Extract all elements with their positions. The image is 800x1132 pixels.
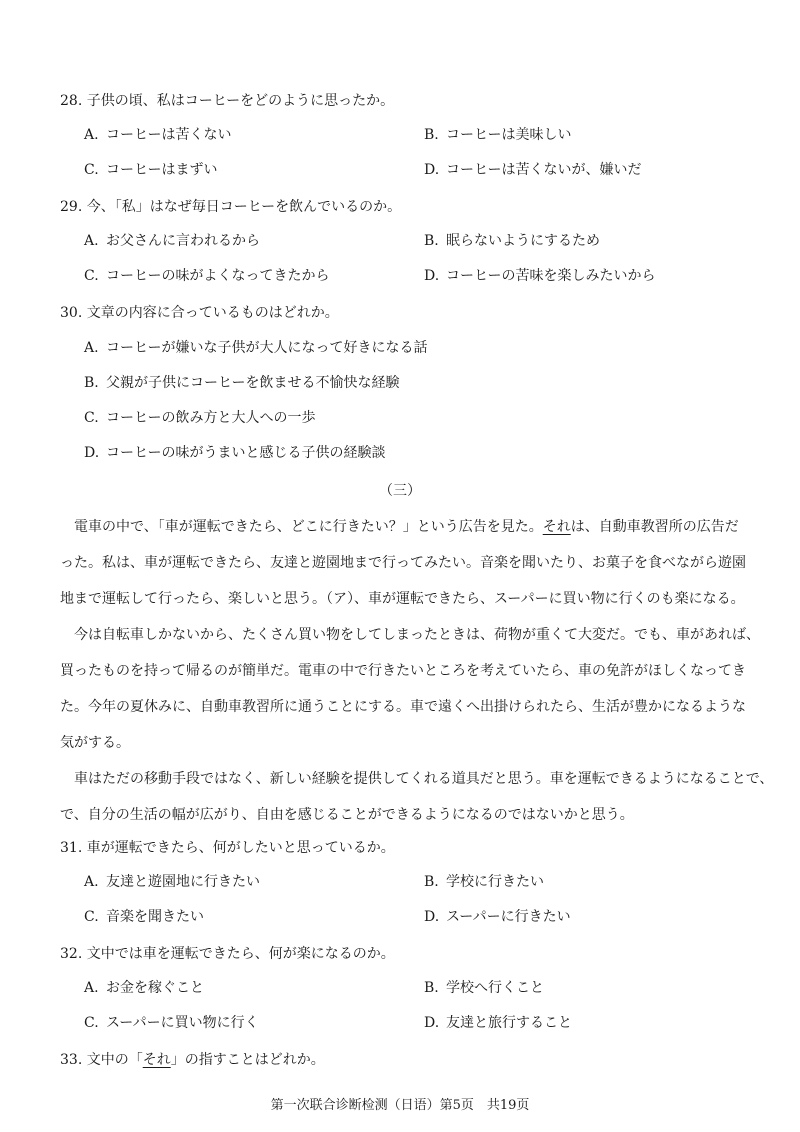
passage-text: 電車の中で、「車が運転できたら、どこに行きたい？」という広告を見た。 [74, 519, 543, 535]
passage-line-7: 気がする。 [60, 735, 130, 751]
option-letter: B. [424, 127, 439, 143]
option-text: コーヒーは苦くない [106, 127, 232, 143]
passage-text: は、自動車教習所の広告だ [570, 519, 739, 535]
passage-line-1 [74, 516, 764, 536]
option-text: 父親が子供にコーヒーを飲ませる不愉快な経験 [106, 375, 400, 391]
option-28-d [424, 159, 641, 179]
option-32-c [84, 1012, 259, 1032]
option-text: コーヒーはまずい [106, 162, 218, 178]
page-footer: 第一次联合诊断检测（日语）第5页 共19页 [270, 1098, 530, 1113]
option-text: スーパーに行きたい [446, 909, 571, 925]
option-letter: C. [84, 1015, 99, 1031]
option-32-b [424, 977, 544, 997]
option-letter: B. [424, 874, 439, 890]
passage-line-8: 車はただの移動手段ではなく、新しい経験を提供してくれる道具だと思う。車を運転できるようになることで、 [74, 771, 774, 787]
question-32: 32. 文中では車を運転できたら、何が楽になるのか。 [60, 946, 395, 962]
passage-line-6: た。今年の夏休みに、自動車教習所に通うことにする。車で遠くへ出掛けられたら、生活が豊かになるような [60, 699, 746, 715]
option-28-c [84, 159, 217, 179]
option-text: コーヒーの飲み方と大人への一歩 [106, 410, 316, 426]
option-30-c [84, 407, 315, 427]
option-28-b [424, 124, 571, 144]
option-text: お金を稼ぐこと [106, 980, 204, 996]
underlined-word: それ [542, 519, 571, 535]
question-33 [60, 1049, 325, 1069]
option-31-b [424, 871, 544, 891]
passage-line-3: 地まで運転して行ったら、楽しいと思う。（ア）、車が運転できたら、スーパーに買い物に行くのも楽になる。 [60, 591, 745, 607]
option-text: 学校に行きたい [446, 874, 544, 890]
option-text: スーパーに買い物に行く [106, 1015, 259, 1031]
option-30-d [84, 442, 385, 462]
underlined-word: それ [142, 1052, 171, 1068]
option-text: 友達と旅行すること [446, 1015, 572, 1031]
option-30-a [84, 337, 427, 357]
option-text: 眠らないようにするため [446, 233, 600, 249]
option-32-d [424, 1012, 572, 1032]
option-letter: C. [84, 909, 99, 925]
option-text: 学校へ行くこと [446, 980, 544, 996]
option-letter: A. [84, 980, 99, 996]
question-31: 31. 車が運転できたら、何がしたいと思っているか。 [60, 840, 395, 856]
question-29: 29. 今、「私」はなぜ毎日コーヒーを飲んでいるのか。 [60, 199, 402, 215]
option-letter: B. [424, 980, 439, 996]
option-letter: D. [424, 909, 440, 925]
question-30: 30. 文章の内容に合っているものはどれか。 [60, 305, 339, 321]
option-letter: D. [84, 445, 100, 461]
option-29-c [84, 265, 329, 285]
option-text: コーヒーは美味しい [446, 127, 572, 143]
option-29-a [84, 230, 260, 250]
option-text: コーヒーの味がよくなってきたから [106, 268, 330, 284]
option-text: お父さんに言われるから [106, 233, 260, 249]
option-letter: A. [84, 233, 99, 249]
option-letter: C. [84, 162, 99, 178]
option-31-d [424, 906, 571, 926]
question-28: 28. 子供の頃、私はコーヒーをどのように思ったか。 [60, 93, 395, 109]
question-text: 」の指すことはどれか。 [170, 1052, 325, 1068]
option-letter: C. [84, 268, 99, 284]
option-31-c [84, 906, 204, 926]
passage-line-2: った。私は、車が運転できたら、友達と遊園地まで行ってみたい。音楽を聞いたり、お菓子を食べながら遊園 [60, 555, 746, 571]
option-letter: B. [84, 375, 99, 391]
option-letter: A. [84, 340, 99, 356]
option-text: コーヒーが嫌いな子供が大人になって好きになる話 [106, 340, 428, 356]
option-letter: D. [424, 1015, 440, 1031]
passage-line-5: 買ったものを持って帰るのが簡単だ。電車の中で行きたいところを考えていたら、車の免許がほしくなってき [60, 663, 746, 679]
option-29-b [424, 230, 600, 250]
option-letter: A. [84, 127, 99, 143]
option-28-a [84, 124, 231, 144]
option-30-b [84, 372, 399, 392]
passage-line-4: 今は自転車しかないから、たくさん買い物をしてしまったときは、荷物が重くて大変だ。でも、車があれば、 [74, 627, 760, 643]
option-letter: A. [84, 874, 99, 890]
option-text: コーヒーは苦くないが、嫌いだ [446, 162, 642, 178]
question-text: 33. 文中の「 [60, 1052, 143, 1068]
option-letter: C. [84, 410, 99, 426]
option-text: コーヒーの味がうまいと感じる子供の経験談 [106, 445, 386, 461]
passage-line-9: で、自分の生活の幅が広がり、自由を感じることができるようになるのではないかと思う。 [60, 807, 634, 823]
option-text: 友達と遊園地に行きたい [106, 874, 260, 890]
option-letter: D. [424, 268, 440, 284]
option-31-a [84, 871, 260, 891]
option-32-a [84, 977, 204, 997]
option-text: 音楽を聞きたい [106, 909, 204, 925]
section-heading: （三） [379, 483, 421, 499]
option-text: コーヒーの苦味を楽しみたいから [446, 268, 656, 284]
option-letter: D. [424, 162, 440, 178]
option-29-d [424, 265, 655, 285]
option-letter: B. [424, 233, 439, 249]
